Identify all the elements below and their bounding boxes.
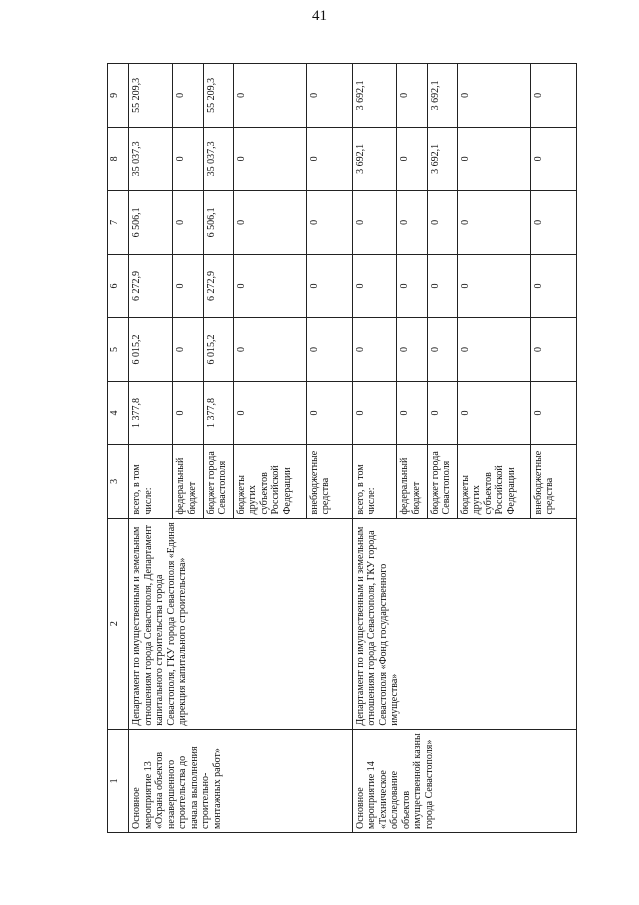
source-cell: бюджет города Севастополя <box>203 445 233 518</box>
value-cell: 0 <box>397 127 427 191</box>
table-row <box>129 64 173 833</box>
value-cell: 3 692,1 <box>352 127 396 191</box>
value-cell: 1 377,8 <box>203 381 233 445</box>
header-cell: 9 <box>108 64 129 128</box>
value-cell: 0 <box>233 64 306 128</box>
value-cell: 6 015,2 <box>203 318 233 382</box>
value-cell: 0 <box>530 127 576 191</box>
source-cell: всего, в том числе: <box>129 445 173 518</box>
header-cell: 2 <box>108 518 129 729</box>
value-cell: 0 <box>233 318 306 382</box>
header-cell: 5 <box>108 318 129 382</box>
source-cell: бюджет города Севастополя <box>427 445 457 518</box>
value-cell: 0 <box>457 254 530 318</box>
value-cell: 0 <box>173 254 203 318</box>
value-cell: 6 272,9 <box>129 254 173 318</box>
activity-cell: Основное мероприятие 13 «Охрана объектов незавершенного строительства до начала выполнения строительно-монтажных работ» <box>129 729 353 832</box>
value-cell: 6 015,2 <box>129 318 173 382</box>
value-cell: 0 <box>306 254 352 318</box>
executor-cell: Департамент по имущественным и земельным отношениям города Севастополя, ГКУ города Севастополя «Фонд государственного имущества» <box>352 518 576 729</box>
value-cell: 0 <box>457 64 530 128</box>
value-cell: 0 <box>530 191 576 255</box>
header-cell: 3 <box>108 445 129 518</box>
value-cell: 0 <box>457 127 530 191</box>
header-cell: 7 <box>108 191 129 255</box>
value-cell: 6 506,1 <box>129 191 173 255</box>
source-cell: всего, в том числе: <box>352 445 396 518</box>
value-cell: 35 037,3 <box>203 127 233 191</box>
value-cell: 0 <box>173 127 203 191</box>
value-cell: 1 377,8 <box>129 381 173 445</box>
value-cell: 0 <box>457 318 530 382</box>
value-cell: 0 <box>233 381 306 445</box>
value-cell: 0 <box>530 381 576 445</box>
header-cell: 8 <box>108 127 129 191</box>
value-cell: 0 <box>427 254 457 318</box>
value-cell: 0 <box>457 381 530 445</box>
value-cell: 0 <box>233 254 306 318</box>
executor-cell: Департамент по имущественным и земельным отношениям города Севастополя, Департамент капитального строительства города Севастополя, ГКУ города Севастополя «Единая дирекция капитального строительства» <box>129 518 353 729</box>
value-cell: 0 <box>427 191 457 255</box>
source-cell: внебюджетные средства <box>306 445 352 518</box>
value-cell: 0 <box>306 127 352 191</box>
value-cell: 3 692,1 <box>352 64 396 128</box>
value-cell: 0 <box>397 318 427 382</box>
value-cell: 0 <box>306 318 352 382</box>
value-cell: 0 <box>397 191 427 255</box>
rotated-table-sheet <box>107 63 577 833</box>
activity-cell: Основное мероприятие 14 «Техническое обследование объектов имущественной казны города Севастополя» <box>352 729 576 832</box>
source-cell: федеральный бюджет <box>397 445 427 518</box>
value-cell: 0 <box>397 381 427 445</box>
header-cell: 1 <box>108 729 129 832</box>
value-cell: 0 <box>306 64 352 128</box>
value-cell: 0 <box>427 318 457 382</box>
header-cell: 4 <box>108 381 129 445</box>
value-cell: 0 <box>173 191 203 255</box>
value-cell: 0 <box>233 127 306 191</box>
value-cell: 35 037,3 <box>129 127 173 191</box>
value-cell: 0 <box>173 381 203 445</box>
value-cell: 0 <box>457 191 530 255</box>
value-cell: 0 <box>352 318 396 382</box>
value-cell: 0 <box>352 381 396 445</box>
funding-table <box>107 63 577 833</box>
value-cell: 55 209,3 <box>203 64 233 128</box>
value-cell: 0 <box>233 191 306 255</box>
source-cell: бюджеты других субъектов Российской Федерации <box>233 445 306 518</box>
value-cell: 6 506,1 <box>203 191 233 255</box>
source-cell: внебюджетные средства <box>530 445 576 518</box>
source-cell: бюджеты других субъектов Российской Федерации <box>457 445 530 518</box>
header-cell: 6 <box>108 254 129 318</box>
value-cell: 0 <box>530 254 576 318</box>
value-cell: 3 692,1 <box>427 127 457 191</box>
page-number: 41 <box>312 8 327 24</box>
header-row <box>108 64 129 833</box>
source-cell: федеральный бюджет <box>173 445 203 518</box>
value-cell: 0 <box>530 318 576 382</box>
value-cell: 0 <box>173 318 203 382</box>
value-cell: 0 <box>306 191 352 255</box>
value-cell: 0 <box>173 64 203 128</box>
table-row <box>352 64 396 833</box>
value-cell: 0 <box>306 381 352 445</box>
value-cell: 0 <box>397 64 427 128</box>
value-cell: 0 <box>530 64 576 128</box>
value-cell: 0 <box>427 381 457 445</box>
value-cell: 0 <box>352 191 396 255</box>
value-cell: 3 692,1 <box>427 64 457 128</box>
value-cell: 6 272,9 <box>203 254 233 318</box>
value-cell: 55 209,3 <box>129 64 173 128</box>
value-cell: 0 <box>397 254 427 318</box>
value-cell: 0 <box>352 254 396 318</box>
